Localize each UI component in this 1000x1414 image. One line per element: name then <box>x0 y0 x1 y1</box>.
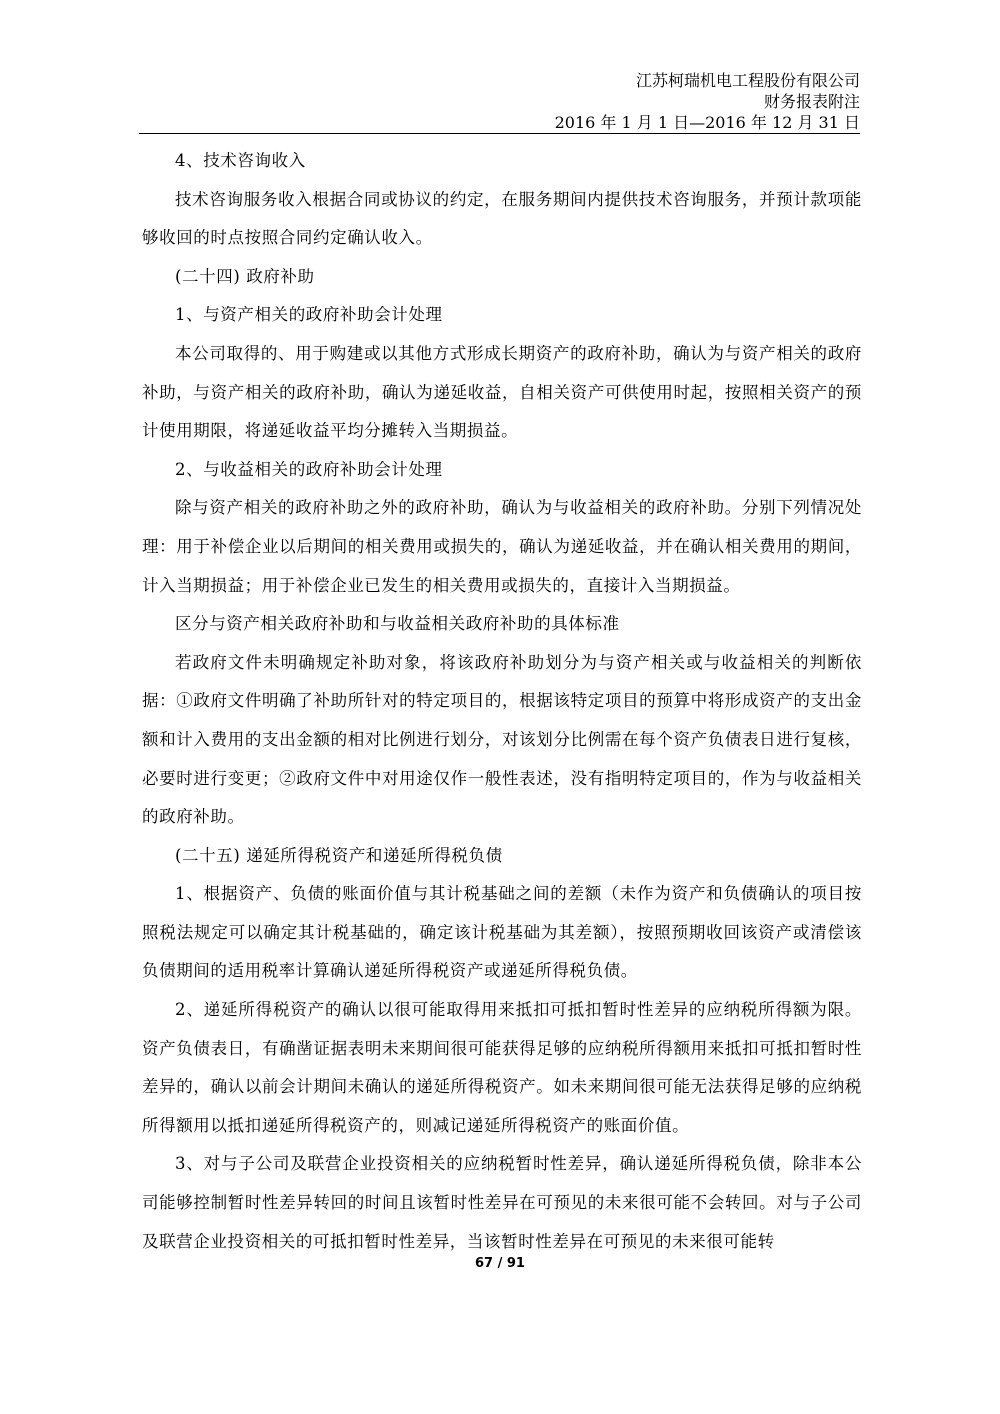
section-heading-government-grants: (二十四) 政府补助 <box>175 266 315 286</box>
reporting-period: 2016 年 1 月 1 日—2016 年 12 月 31 日 <box>554 113 860 132</box>
page-body <box>142 142 862 1261</box>
document-title: 财务报表附注 <box>763 92 860 111</box>
company-name: 江苏柯瑞机电工程股份有限公司 <box>635 71 860 90</box>
page-header <box>160 70 860 133</box>
subheading-classification-criteria: 区分与资产相关政府补助和与收益相关政府补助的具体标准 <box>175 614 620 634</box>
paragraph: 除与资产相关的政府补助之外的政府补助，确认为与收益相关的政府补助。分别下列情况处理：用于补偿企业以后期间的相关费用或损失的，确认为递延收益，并在确认相关费用的期间，计入当期损益；用于补偿企业已发生的相关费用或损失的，直接计入当期损益。 <box>142 498 862 595</box>
page-number: 67 / 91 <box>475 1256 525 1271</box>
paragraph: 技术咨询服务收入根据合同或协议的约定，在服务期间内提供技术咨询服务，并预计款项能够收回的时点按照合同约定确认收入。 <box>142 189 862 248</box>
subheading-income-related-grants: 2、与收益相关的政府补助会计处理 <box>175 459 443 479</box>
paragraph: 3、对与子公司及联营企业投资相关的应纳税暂时性差异，确认递延所得税负债，除非本公司能够控制暂时性差异转回的时间且该暂时性差异在可预见的未来很可能不会转回。对与子公司及联营企业投资相关的可抵扣暂时性差异，当该暂时性差异在可预见的未来很可能转 <box>142 1154 862 1251</box>
paragraph: 本公司取得的、用于购建或以其他方式形成长期资产的政府补助，确认为与资产相关的政府补助，与资产相关的政府补助，确认为递延收益，自相关资产可供使用时起，按照相关资产的预计使用期限，将递延收益平均分摊转入当期损益。 <box>142 343 862 441</box>
subheading-asset-related-grants: 1、与资产相关的政府补助会计处理 <box>175 305 443 325</box>
paragraph: 1、根据资产、负债的账面价值与其计税基础之间的差额（未作为资产和负债确认的项目按照税法规定可以确定其计税基础的，确定该计税基础为其差额），按照预期收回该资产或清偿该负债期间的适用税率计算确认递延所得税资产或递延所得税负债。 <box>142 884 862 981</box>
header-divider <box>139 133 860 134</box>
paragraph: 2、递延所得税资产的确认以很可能取得用来抵扣可抵扣暂时性差异的应纳税所得额为限。资产负债表日，有确凿证据表明未来期间很可能获得足够的应纳税所得额用来抵扣可抵扣暂时性差异的，确认以前会计期间未确认的递延所得税资产。如未来期间很可能无法获得足够的应纳税所得额用以抵扣递延所得税资产的，则减记递延所得税资产的账面价值。 <box>142 1000 862 1135</box>
paragraph: 若政府文件未明确规定补助对象，将该政府补助划分为与资产相关或与收益相关的判断依据：①政府文件明确了补助所针对的特定项目的，根据该特定项目的预算中将形成资产的支出金额和计入费用的支出金额的相对比例进行划分，对该划分比例需在每个资产负债表日进行复核，必要时进行变更；②政府文件中对用途仅作一般性表述，没有指明特定项目的，作为与收益相关的政府补助。 <box>142 652 862 827</box>
section-heading-deferred-tax: (二十五) 递延所得税资产和递延所得税负债 <box>175 845 503 865</box>
subheading-technical-consulting-income: 4、技术咨询收入 <box>175 151 306 170</box>
